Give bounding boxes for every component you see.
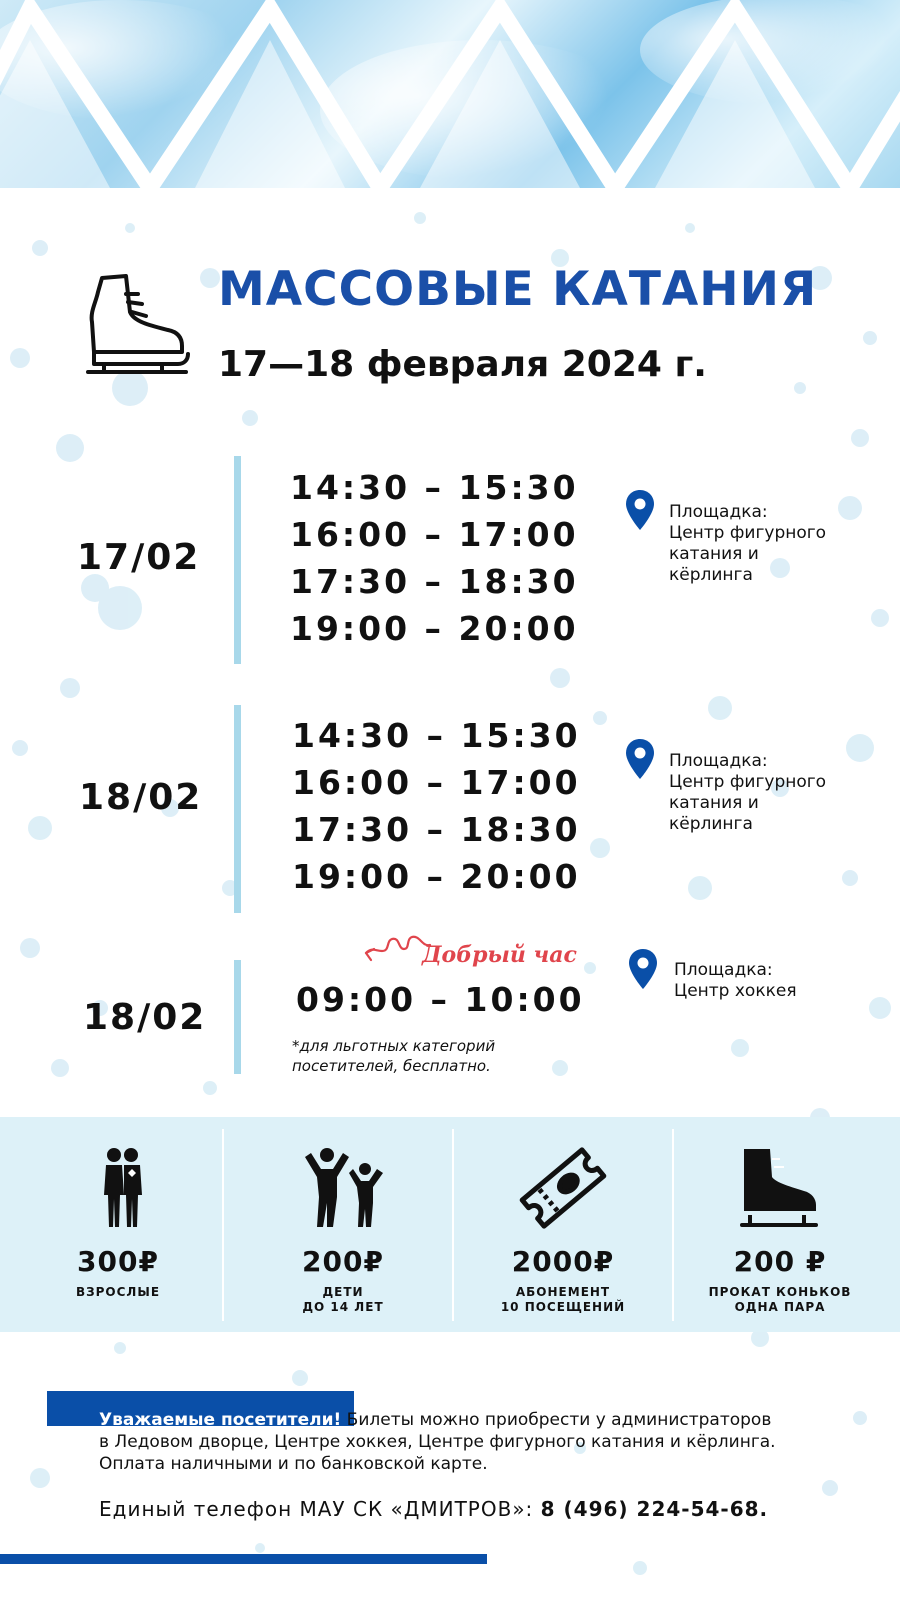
time-slot: 19:00 – 20:00 [292,857,581,896]
price-label [30,1285,206,1300]
venue-line: кёрлинга [669,814,753,834]
skate-icon [736,1147,820,1229]
phone-line [99,1497,768,1521]
location-pin-icon [625,489,655,531]
price-label-line: ПРОКАТ КОНЬКОВ [708,1285,852,1299]
price-adults [30,1117,206,1332]
price-amount: 200 ₽ [733,1245,827,1278]
figure-skate-icon [82,272,192,380]
price-divider [222,1129,224,1321]
venue-3 [674,960,874,1002]
venue-line: кёрлинга [669,565,753,585]
price-amount: 2000₽ [511,1245,615,1278]
schedule-times-3 [296,976,585,1023]
price-label [690,1285,870,1315]
event-dates: 17—18 февраля 2024 г. [218,344,707,385]
time-slot: 17:30 – 18:30 [292,810,581,849]
page-title: МАССОВЫЕ КАТАНИЯ [218,262,818,317]
venue-line: Центр фигурного [669,523,827,543]
venue-line: Центр фигурного [669,772,827,792]
time-slot: 14:30 – 15:30 [292,716,581,755]
banner-pattern [0,0,900,188]
venue-line: Площадка: [674,960,773,980]
time-slot: 19:00 – 20:00 [290,609,579,648]
schedule-divider-3 [234,960,241,1074]
price-label [253,1285,433,1315]
price-label-line: АБОНЕМЕНТ [515,1285,611,1299]
venue-line: Площадка: [669,502,768,522]
schedule-times-2 [292,712,581,900]
phone-number: 8 (496) 224-54-68. [540,1497,769,1521]
schedule-date-1: 17/02 [77,537,201,578]
venue-1 [669,502,869,586]
info-lead: Уважаемые посетители! [99,1410,342,1430]
time-slot: 14:30 – 15:30 [290,468,579,507]
ticket-info [99,1409,879,1475]
location-pin-icon [625,738,655,780]
info-text: Оплата наличными и по банковской карте. [99,1454,488,1474]
venue-line: катания и [669,544,759,564]
price-label [468,1285,658,1315]
price-amount: 200₽ [302,1245,384,1278]
info-text: Билеты можно приобрести у администраторов [341,1410,772,1430]
good-hour-tag: Добрый час [422,942,577,968]
venue-line: Центр хоккея [674,981,797,1001]
venue-line: Площадка: [669,751,768,771]
schedule-date-3: 18/02 [83,997,207,1038]
children-icon [303,1147,387,1229]
bottom-accent-bar [0,1554,487,1564]
price-amount: 300₽ [77,1245,159,1278]
info-text: в Ледовом дворце, Центре хоккея, Центре фигурного катания и кёрлинга. [99,1432,776,1452]
location-pin-icon [628,948,658,990]
ticket-icon [516,1147,610,1229]
ice-banner [0,0,900,188]
prices-section [0,1117,900,1332]
schedule-date-2: 18/02 [79,777,203,818]
schedule-divider-1 [234,456,241,664]
time-slot: 17:30 – 18:30 [290,562,579,601]
price-label-line: ДЕТИ [322,1285,364,1299]
note-line: *для льготных категорий [292,1037,496,1055]
venue-2 [669,751,869,835]
time-slot: 16:00 – 17:00 [292,763,581,802]
price-skate-rental [690,1117,870,1332]
price-label-line: ОДНА ПАРА [734,1300,826,1314]
price-label-line: ВЗРОСЛЫЕ [75,1285,161,1299]
phone-label: Единый телефон МАУ СК «ДМИТРОВ»: [99,1497,541,1521]
couple-icon [98,1147,148,1229]
price-label-line: 10 ПОСЕЩЕНИЙ [500,1300,626,1314]
time-slot: 09:00 – 10:00 [296,980,585,1019]
price-label-line: ДО 14 ЛЕТ [302,1300,384,1314]
time-slot: 16:00 – 17:00 [290,515,579,554]
schedule-times-1 [290,464,579,652]
venue-line: катания и [669,793,759,813]
price-subscription [468,1117,658,1332]
price-divider [452,1129,454,1321]
schedule-divider-2 [234,705,241,913]
price-divider [672,1129,674,1321]
free-entry-note [292,1036,495,1076]
note-line: посетителей, бесплатно. [292,1057,491,1075]
price-children [253,1117,433,1332]
